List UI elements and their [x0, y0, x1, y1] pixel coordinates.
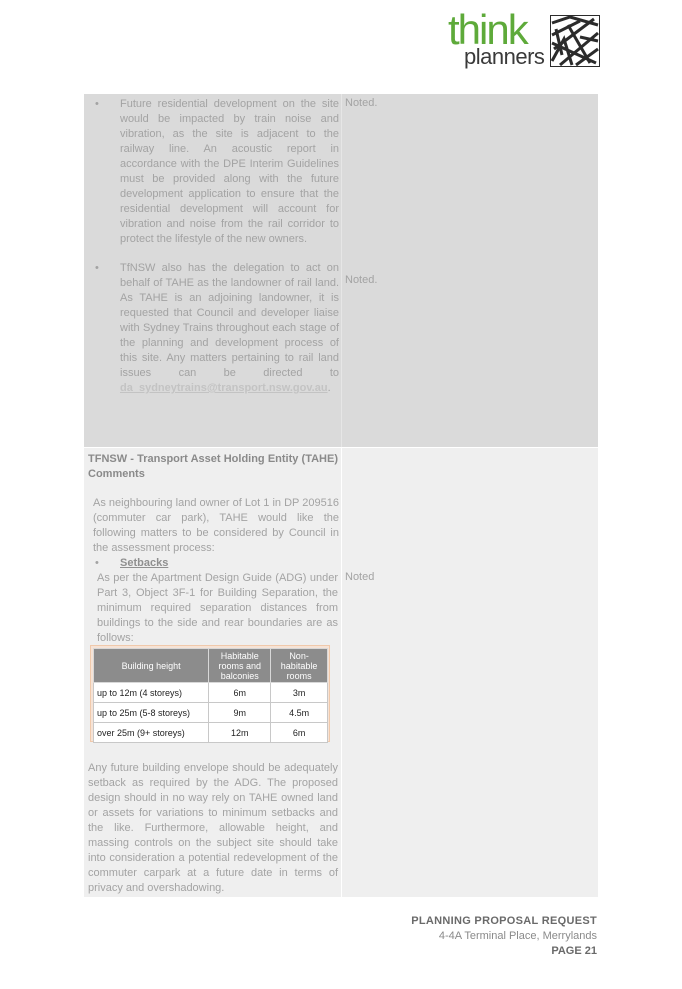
table-cell: 6m: [271, 723, 328, 743]
page-footer: [411, 914, 597, 959]
link-trailing-period: .: [327, 382, 331, 394]
footer-title: PLANNING PROPOSAL REQUEST: [411, 915, 597, 927]
table-row: [94, 703, 328, 723]
page-number: PAGE 21: [551, 945, 597, 957]
logo-map-icon: [550, 15, 600, 67]
response-tahe-landowner: Noted.: [345, 274, 378, 286]
table-row: [94, 683, 328, 703]
footer-address: 4-4A Terminal Place, Merrylands: [438, 930, 597, 942]
table-cell: 3m: [271, 683, 328, 703]
logo-think-word: think: [448, 6, 527, 53]
company-logo: [446, 6, 602, 70]
bullet-marker: •: [95, 98, 99, 110]
table-cell: 9m: [209, 703, 271, 723]
response-noise-vibration: Noted.: [345, 97, 378, 109]
table-cell: 4.5m: [271, 703, 328, 723]
column-divider: [341, 94, 342, 447]
table-header-cell: Non-habitable rooms: [271, 649, 328, 683]
intro-paragraph: As neighbouring land owner of Lot 1 in DP 209516 (commuter car park), TAHE would like the following matters to be considered by Council in the assessment process:: [93, 497, 339, 554]
separation-table: [93, 648, 328, 743]
closing-paragraph: Any future building envelope should be adequately setback as required by the ADG. The proposed design should in no way rely on TAHE owned land or assets for variations to minimum setbacks and the like. Furthermore, allowable height, and massing controls on the subject site should take into consideration a potential redevelopment of the commuter carpark at a future date in terms of privacy and overshadowing.: [88, 762, 338, 894]
table-header-cell: Habitable rooms and balconies: [209, 649, 271, 683]
comment-row-rail: [84, 94, 598, 447]
table-cell: up to 12m (4 storeys): [94, 683, 209, 703]
table-header-cell: Building height: [94, 649, 209, 683]
table-header-row: [94, 649, 328, 683]
table-cell: 6m: [209, 683, 271, 703]
bullet-marker: •: [95, 262, 99, 274]
email-link[interactable]: da_sydneytrains@transport.nsw.gov.au: [120, 382, 328, 394]
separation-table-frame: [90, 645, 330, 742]
column-divider: [341, 448, 342, 897]
comment-tahe-landowner-text: TfNSW also has the delegation to act on behalf of TAHE as the landowner of rail land. As TAHE is an adjoining landowner, it is requested that Council and developer liaise with Sydney Trains throughout each stage of the planning and development process of this site. Any matters pertaining to rail land issues can be directed to: [120, 262, 339, 379]
bullet-marker: •: [95, 557, 99, 569]
table-row: [94, 723, 328, 743]
setbacks-paragraph: As per the Apartment Design Guide (ADG) under Part 3, Object 3F-1 for Building Separation, the minimum required separation distances from buildings to the side and rear boundaries are as follows:: [97, 572, 338, 644]
table-cell: up to 25m (5-8 storeys): [94, 703, 209, 723]
section-heading: TFNSW - Transport Asset Holding Entity (TAHE) Comments: [88, 453, 338, 480]
setbacks-heading: Setbacks: [120, 557, 169, 569]
comment-row-tahe: [84, 448, 598, 897]
table-cell: over 25m (9+ storeys): [94, 723, 209, 743]
comment-noise-vibration: Future residential development on the site would be impacted by train noise and vibration, as the site is adjacent to the railway line. An acoustic report in accordance with the DPE Interim Guidelines must be provided along with the future development application to ensure that the residential development will account for vibration and noise from the rail corridor to protect the lifestyle of the new owners.: [120, 98, 339, 245]
comment-tahe-landowner: [120, 261, 339, 396]
logo-planners-word: planners: [464, 44, 545, 69]
response-setbacks: Noted: [345, 571, 375, 583]
table-cell: 12m: [209, 723, 271, 743]
